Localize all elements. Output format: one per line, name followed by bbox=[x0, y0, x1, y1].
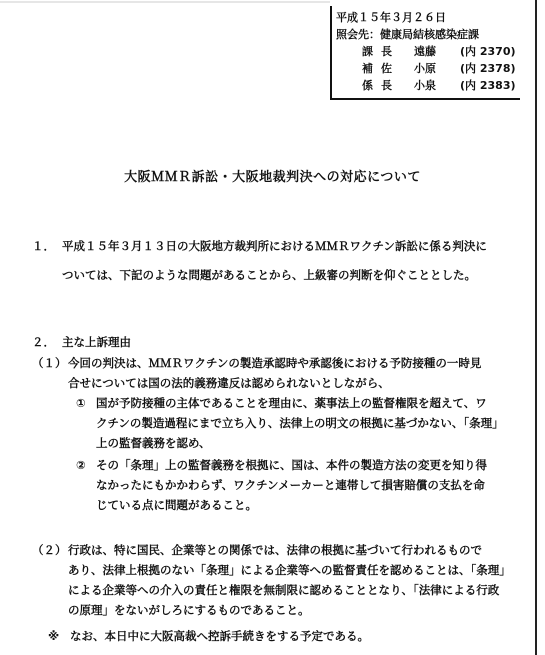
section-2-heading-row bbox=[32, 332, 131, 352]
contact-extension: (内 2370) bbox=[460, 45, 516, 58]
section-1-number: １． bbox=[32, 239, 55, 253]
sub-1-line-1 bbox=[76, 393, 487, 413]
item-2-text-4: の原理」をないがしろにするものであること。 bbox=[68, 603, 310, 617]
note-line bbox=[48, 626, 369, 646]
document-title: 大阪ＭＭＲ訴訟・大阪地裁判決への対応について bbox=[124, 170, 421, 185]
item-2-text-1: 行政は、特に国民、企業等との関係では、法律の根拠に基づいて行われるもので bbox=[68, 543, 482, 557]
note-mark: ※ bbox=[48, 629, 60, 643]
contact-name: 小原 bbox=[414, 62, 436, 75]
section-2-number: ２． bbox=[32, 335, 55, 349]
contact-name: 遠藤 bbox=[414, 45, 436, 58]
sub-2-text-3: じている点に問題があること。 bbox=[96, 498, 257, 512]
section-1-text-2: ついては、下記のような問題があることから、上級審の判断を仰ぐこととした。 bbox=[62, 268, 476, 282]
sub-2-line-1 bbox=[76, 455, 487, 475]
item-1-number: （１） bbox=[32, 356, 67, 370]
document-date: 平成１５年３月２６日 bbox=[336, 11, 446, 24]
section-1-line-1 bbox=[32, 236, 487, 256]
sub-2-text-2: なかったにもかかわらず、ワクチンメーカーと連帯して損害賠償の支払を命 bbox=[96, 478, 485, 492]
item-2-text-2: あり、法律上根拠のない「条理」による企業等への監督責任を認めることは、「条理」 bbox=[68, 563, 511, 577]
sub-1-mark: ① bbox=[76, 396, 86, 410]
item-2-line-1 bbox=[32, 540, 482, 560]
sub-2-mark: ② bbox=[76, 458, 86, 472]
sub-1-text-1: 国が予防接種の主体であることを理由に、薬事法上の監督権限を超えて、ワ bbox=[96, 396, 487, 410]
item-1-text-1: 今回の判決は、ＭＭＲワクチンの製造承認時や承認後における予防接種の一時見 bbox=[68, 356, 482, 370]
note-text: なお、本日中に大阪高裁へ控訴手続きをする予定である。 bbox=[70, 629, 369, 643]
sub-1-text-3: 上の監督義務を認め、 bbox=[96, 436, 211, 450]
section-2-heading: 主な上訴理由 bbox=[62, 335, 131, 349]
contact-role: 課長 bbox=[362, 45, 400, 58]
sub-2-text-1: その「条理」上の監督義務を根拠に、国は、本件の製造方法の変更を知り得 bbox=[96, 458, 487, 472]
contact-extension: (内 2383) bbox=[460, 79, 516, 92]
contact-role: 係長 bbox=[362, 79, 400, 92]
contact-name: 小泉 bbox=[414, 79, 436, 92]
item-1-line-1 bbox=[32, 353, 481, 373]
item-2-text-3: による企業等への介入の責任と権限を無制限に認めることとなり、「法律による行政 bbox=[68, 583, 500, 597]
item-2-number: （２） bbox=[32, 543, 67, 557]
section-1-text-1: 平成１５年３月１３日の大阪地方裁判所におけるＭＭＲワクチン訴訟に係る判決に bbox=[62, 239, 487, 253]
contact-role: 補佐 bbox=[362, 62, 400, 75]
item-1-text-2: 合せについては国の法的義務違反は認められないとしながら、 bbox=[68, 376, 390, 390]
sub-1-text-2: クチンの製造過程にまで立ち入り、法律上の明文の根拠に基づかない、「条理」 bbox=[96, 416, 504, 430]
contact-department: 照会先：健康局結核感染症課 bbox=[336, 28, 479, 41]
contact-extension: (内 2378) bbox=[460, 62, 516, 75]
